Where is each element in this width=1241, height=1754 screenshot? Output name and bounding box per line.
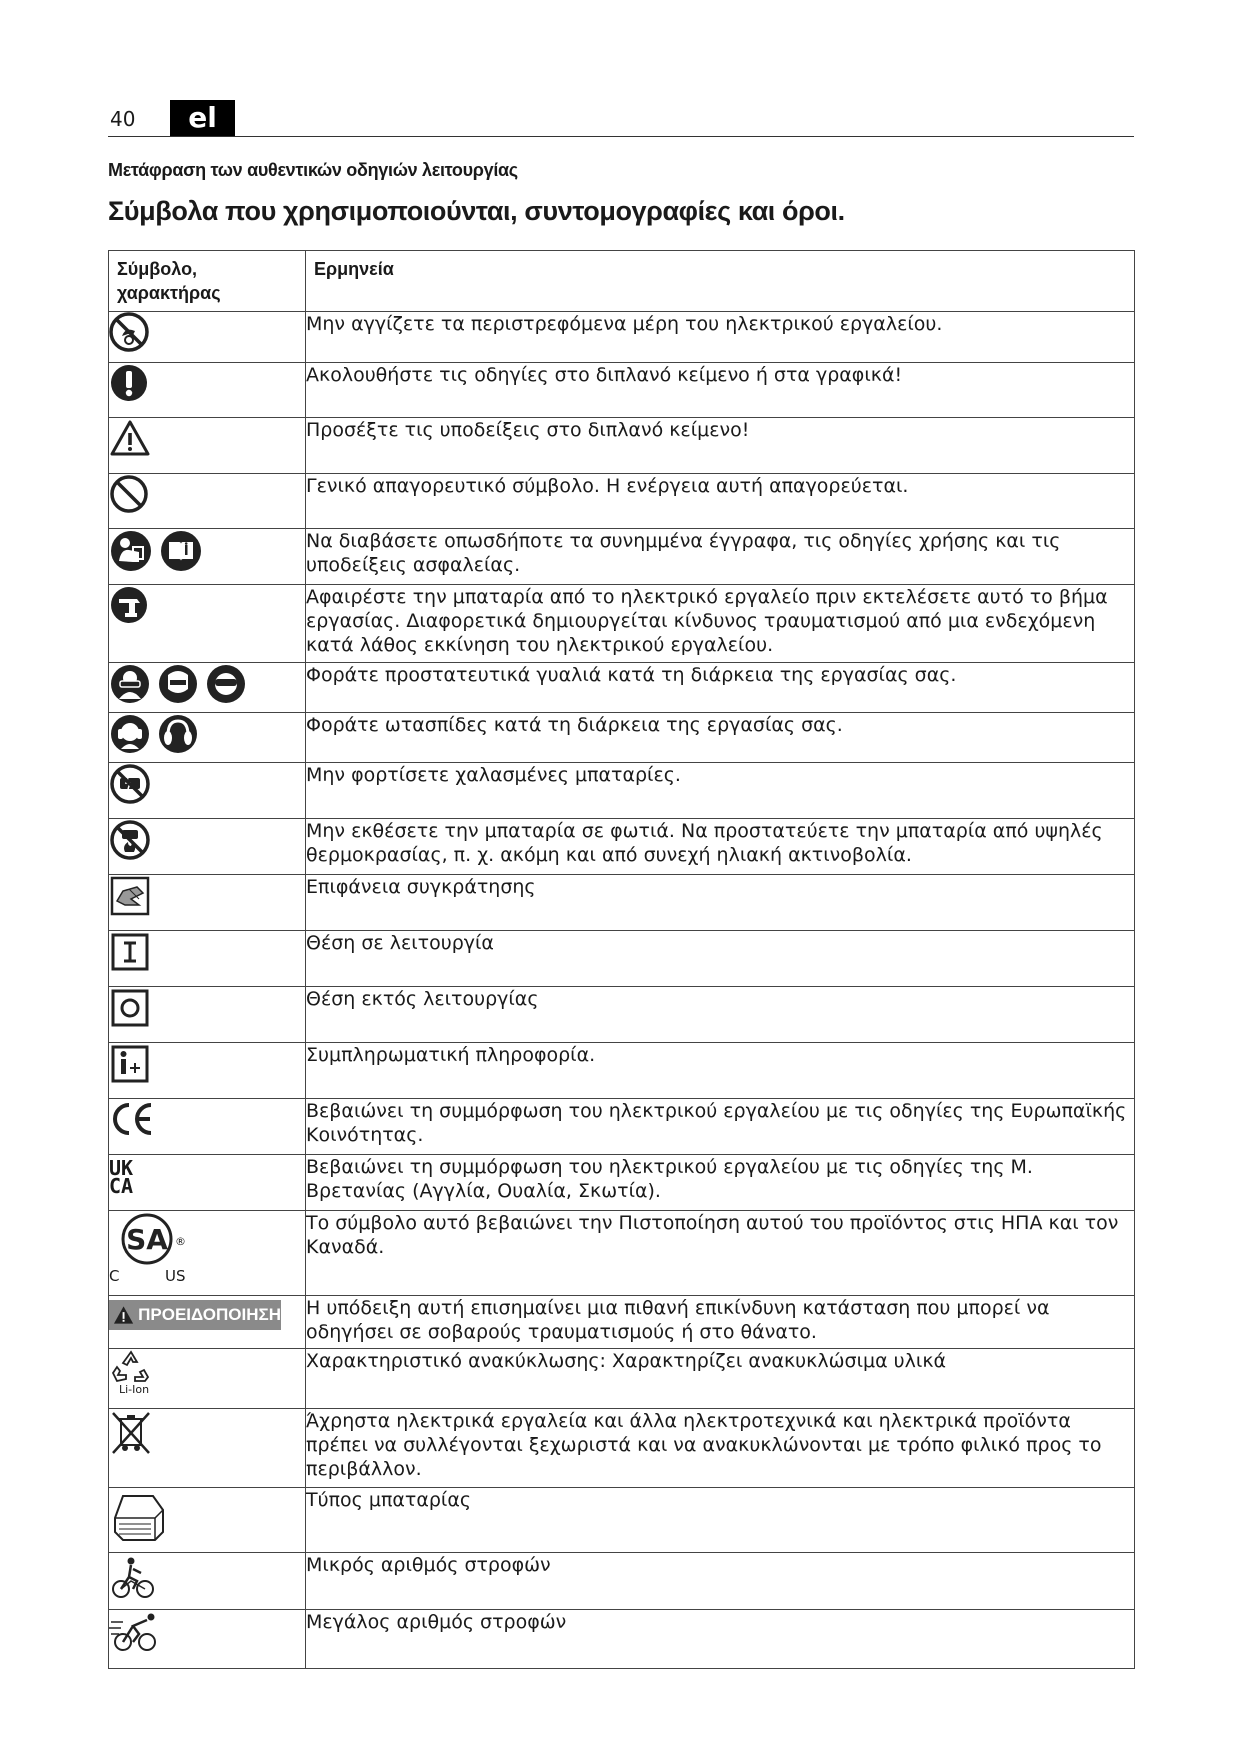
- warning-banner-text: ΠΡΟΕΙΔΟΠΟΙΗΣΗ: [138, 1305, 281, 1324]
- table-row: [109, 585, 1135, 663]
- csa-us-label: US: [165, 1267, 186, 1285]
- ukca-mark-icon: [109, 1156, 134, 1198]
- row-text: Φοράτε ωτασπίδες κατά τη διάρκεια της εργασίας σας.: [306, 713, 1135, 763]
- ukca-top: UK: [109, 1156, 134, 1180]
- row-text: Να διαβάσετε οπωσδήποτε τα συνημμένα έγγραφα, τις οδηγίες χρήσης και τις υποδείξεις ασφαλείας.: [306, 529, 1135, 585]
- row-text: Χαρακτηριστικό ανακύκλωσης: Χαρακτηρίζει ανακυκλώσιμα υλικά: [306, 1349, 1135, 1409]
- no-touch-rotating-icon: [109, 312, 149, 352]
- symbols-table: [108, 250, 1135, 1669]
- row-text: Θέση εκτός λειτουργίας: [306, 987, 1135, 1043]
- row-text: Μην εκθέσετε την μπαταρία σε φωτιά. Να προστατεύετε την μπαταρία από υψηλές θερμοκρασίας, π. χ. ακόμη και από συνεχή ηλιακή ακτινοβολία.: [306, 819, 1135, 875]
- page-number: 40: [110, 107, 136, 131]
- row-text: Μικρός αριθμός στροφών: [306, 1553, 1135, 1610]
- csa-reg-mark: ®: [175, 1235, 186, 1248]
- battery-type-icon: [109, 1488, 169, 1544]
- csa-c-label: C: [109, 1267, 120, 1285]
- table-row: [109, 987, 1135, 1043]
- row-text: Αφαιρέστε την μπαταρία από το ηλεκτρικό εργαλείο πριν εκτελέσετε αυτό το βήμα εργασίας. Διαφορετικά δημιουργείται κίνδυνος τραυματισμού από μια ενδεχόμενη κατά λάθος εκκίνηση του ηλεκτρικού εργαλείου.: [306, 585, 1135, 663]
- ukca-bottom: CA: [109, 1174, 134, 1198]
- row-text: Μεγάλος αριθμός στροφών: [306, 1610, 1135, 1669]
- row-text: Θέση σε λειτουργία: [306, 931, 1135, 987]
- table-row: [109, 1409, 1135, 1488]
- low-speed-cyclist-icon: [109, 1553, 157, 1601]
- row-text: Μην φορτίσετε χαλασμένες μπαταρίες.: [306, 763, 1135, 819]
- language-badge: el: [170, 100, 235, 136]
- crossed-bin-icon: [109, 1409, 153, 1459]
- prohibition-icon: [109, 474, 149, 514]
- recycling-li-ion-icon: [109, 1349, 159, 1396]
- warning-banner-icon: [109, 1300, 281, 1330]
- switch-on-icon: [109, 931, 151, 973]
- table-row: [109, 363, 1135, 418]
- table-row: [109, 1349, 1135, 1409]
- table-row: [109, 1155, 1135, 1211]
- row-text: Η υπόδειξη αυτή επισημαίνει μια πιθανή επικίνδυνη κατάσταση που μπορεί να οδηγήσει σε σοβαρούς τραυματισμούς ή στο θάνατο.: [306, 1296, 1135, 1349]
- no-fire-battery-icon: [109, 819, 151, 861]
- row-text: Προσέξτε τις υποδείξεις στο διπλανό κείμενο!: [306, 418, 1135, 474]
- table-row: [109, 1296, 1135, 1349]
- row-text: Επιφάνεια συγκράτησης: [306, 875, 1135, 931]
- header-divider: [108, 136, 1134, 137]
- table-row: [109, 529, 1135, 585]
- row-text: Το σύμβολο αυτό βεβαιώνει την Πιστοποίηση αυτού του προϊόντος στις ΗΠΑ και τον Καναδά.: [306, 1211, 1135, 1296]
- column-header-meaning: Ερμηνεία: [306, 251, 1135, 312]
- row-text: Γενικό απαγορευτικό σύμβολο. Η ενέργεια αυτή απαγορεύεται.: [306, 474, 1135, 529]
- column-header-symbol: Σύμβολο, χαρακτήρας: [109, 251, 306, 312]
- read-manual-icon: [109, 529, 153, 573]
- row-text: Άχρηστα ηλεκτρικά εργαλεία και άλλα ηλεκτροτεχνικά και ηλεκτρικά προϊόντα πρέπει να συλλέγονται ξεχωριστά και να ανακυκλώνονται με τρόπο φιλικό προς το περιβάλλον.: [306, 1409, 1135, 1488]
- instruction-book-icon: [159, 529, 203, 573]
- goggles-icon: [205, 663, 247, 705]
- table-row: [109, 1099, 1135, 1155]
- li-ion-label: Li-Ion: [118, 1383, 150, 1396]
- table-row: [109, 474, 1135, 529]
- row-text: Φοράτε προστατευτικά γυαλιά κατά τη διάρκεια της εργασίας σας.: [306, 663, 1135, 713]
- grip-surface-icon: [109, 875, 151, 917]
- table-row: [109, 418, 1135, 474]
- table-row: [109, 931, 1135, 987]
- svg-text:SA: SA: [126, 1223, 168, 1256]
- table-row: [109, 763, 1135, 819]
- table-row: [109, 1553, 1135, 1610]
- table-row: [109, 713, 1135, 763]
- switch-off-icon: [109, 987, 151, 1029]
- row-text: Βεβαιώνει τη συμμόρφωση του ηλεκτρικού εργαλείου με τις οδηγίες της Ευρωπαϊκής Κοινότητας.: [306, 1099, 1135, 1155]
- face-shield-icon: [157, 663, 199, 705]
- row-text: Συμπληρωματική πληροφορία.: [306, 1043, 1135, 1099]
- table-row: [109, 312, 1135, 363]
- row-text: Ακολουθήστε τις οδηγίες στο διπλανό κείμενο ή στα γραφικά!: [306, 363, 1135, 418]
- table-row: [109, 1610, 1135, 1669]
- table-row: [109, 819, 1135, 875]
- row-text: Τύπος μπαταρίας: [306, 1488, 1135, 1553]
- mandatory-action-icon: [109, 363, 149, 403]
- ce-mark-icon: [109, 1099, 157, 1139]
- table-row: [109, 1043, 1135, 1099]
- row-text: Βεβαιώνει τη συμμόρφωση του ηλεκτρικού εργαλείου με τις οδηγίες της Μ. Βρετανίας (Αγγλία, Ουαλία, Σκωτία).: [306, 1155, 1135, 1211]
- table-row: [109, 875, 1135, 931]
- page-title: Σύμβολα που χρησιμοποιούνται, συντομογραφίες και όροι.: [108, 196, 845, 226]
- warning-triangle-icon: [109, 418, 151, 458]
- table-row: [109, 1211, 1135, 1296]
- row-text: Μην αγγίζετε τα περιστρεφόμενα μέρη του ηλεκτρικού εργαλείου.: [306, 312, 1135, 363]
- safety-glasses-icon: [109, 663, 151, 705]
- remove-battery-icon: [109, 585, 149, 625]
- document-subtitle: Μετάφραση των αυθεντικών οδηγιών λειτουργίας: [108, 160, 518, 180]
- ear-muffs-icon: [157, 713, 199, 755]
- table-row: [109, 1488, 1135, 1553]
- table-row: [109, 663, 1135, 713]
- warning-triangle-small-icon: [113, 1305, 134, 1325]
- no-charge-damaged-battery-icon: [109, 763, 151, 805]
- ear-protection-icon: [109, 713, 151, 755]
- csa-mark-icon: [109, 1211, 199, 1285]
- additional-info-icon: [109, 1043, 151, 1085]
- high-speed-cyclist-icon: [109, 1610, 161, 1656]
